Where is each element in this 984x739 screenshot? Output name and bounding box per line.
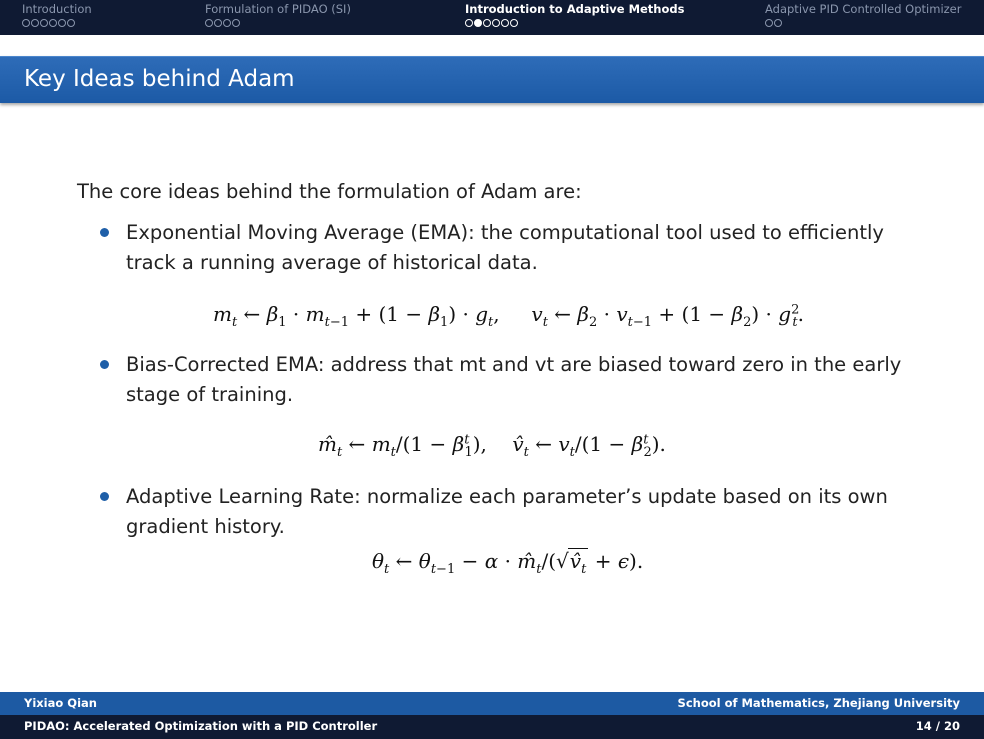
nav-frame-dot[interactable] [214,19,222,27]
bullet-icon [100,360,109,369]
nav-section-label: Adaptive PID Controlled Optimizer [765,2,962,16]
nav-section-label: Formulation of PIDAO (SI) [205,2,351,16]
bullet-item-bias-corrected [100,350,920,410]
nav-section-adaptive-methods[interactable] [465,2,684,28]
nav-frame-dot[interactable] [483,19,491,27]
nav-section-adaptive-pid[interactable] [765,2,961,28]
nav-frame-dot[interactable] [232,19,240,27]
bullet-text: Exponential Moving Average (EMA): the computational tool used to efficiently track a running average of historical data. [126,221,884,274]
nav-frame-dot[interactable] [492,19,500,27]
footer-author-bar [0,692,984,715]
nav-section-formulation[interactable] [205,2,351,28]
nav-frame-dot[interactable] [474,19,482,27]
nav-frame-dot[interactable] [205,19,213,27]
bullet-icon [100,228,109,237]
section-navigation-bar [0,0,984,35]
nav-frame-dot[interactable] [223,19,231,27]
bullet-icon [100,492,109,501]
nav-frame-dot[interactable] [501,19,509,27]
nav-frame-dot[interactable] [774,19,782,27]
bullet-text: Bias-Corrected EMA: address that mt and vt are biased toward zero in the early stage of training. [126,353,902,406]
bullet-item-adaptive-lr [100,482,920,542]
nav-frame-dots [205,17,351,28]
nav-frame-dots [765,17,961,28]
nav-section-label: Introduction to Adaptive Methods [465,2,685,16]
nav-frame-dot[interactable] [465,19,473,27]
intro-text: The core ideas behind the formulation of Adam are: [77,180,582,203]
equation-bias-corrected: $m̂_t$ ← $m_t/(1 - \beta^t_1)$, $v̂_t$ ← $v_t/(1 - \beta^t_2)$. [318,432,666,460]
page-number: 14 / 20 [915,719,960,733]
footer-talk-title: PIDAO: Accelerated Optimization with a PID Controller [24,719,378,733]
footer-title-bar [0,715,984,739]
nav-frame-dot[interactable] [40,19,48,27]
page-title: Key Ideas behind Adam [24,66,295,92]
nav-frame-dots [22,17,92,28]
nav-frame-dot[interactable] [510,19,518,27]
bullet-text: Adaptive Learning Rate: normalize each parameter’s update based on its own gradient history. [126,485,888,538]
nav-frame-dot[interactable] [67,19,75,27]
nav-frame-dot[interactable] [31,19,39,27]
nav-frame-dot[interactable] [765,19,773,27]
footer-author: Yixiao Qian [24,696,97,710]
nav-frame-dot[interactable] [58,19,66,27]
nav-frame-dot[interactable] [49,19,57,27]
frame-title-bar [0,56,984,103]
bullet-item-ema [100,218,920,278]
nav-frame-dots [465,17,684,28]
nav-section-introduction[interactable] [22,2,92,28]
equation-ema: $m_t$ ← $\beta_1 \cdot m_{t-1} + (1 - \beta_1) \cdot g_t$, $v_t$ ← $\beta_2 \cdot v_{t-1} + (1 - \beta_2) \cdot g^2_t$. [213,302,804,330]
equation-update: $\theta_t$ ← $\theta_{t-1} - \alpha$ · $m̂_t/(√v̂_t + \epsilon)$. [372,549,644,577]
nav-frame-dot[interactable] [22,19,30,27]
footer-institution: School of Mathematics, Zhejiang University [677,696,960,710]
nav-section-label: Introduction [22,2,92,16]
